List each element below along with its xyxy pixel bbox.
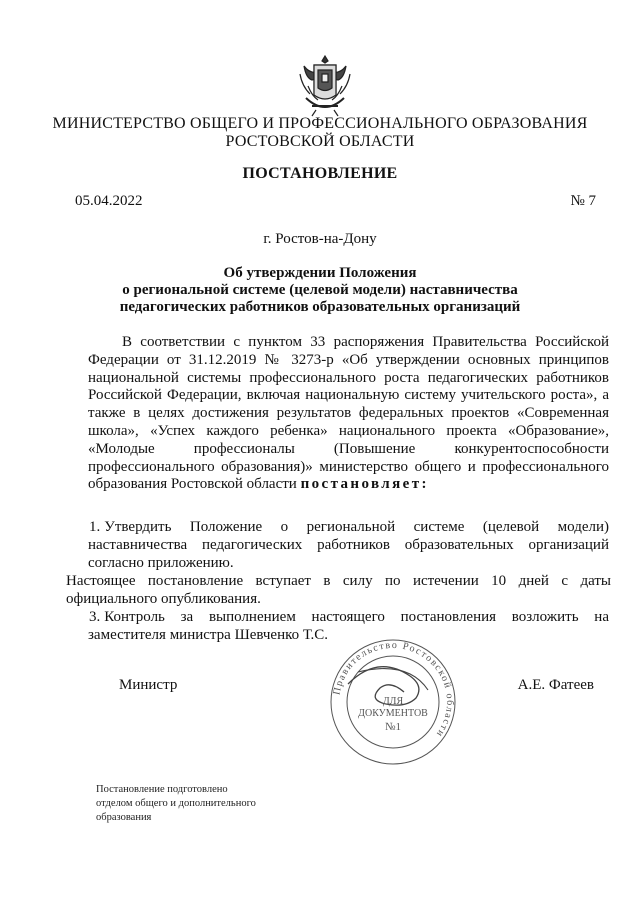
prepared-by-note: [96, 783, 256, 825]
item-text: Утвердить Положение о региональной системе (целевой модели) наставничества педагогических работников образовательных организаций согласно приложению.: [88, 519, 609, 571]
coat-of-arms-emblem: [294, 52, 356, 118]
item-number: 1.: [89, 519, 101, 535]
decree-item-1: [88, 519, 609, 572]
subject-line1: Об утверждении Положения: [223, 265, 417, 281]
subject-line2: о региональной системе (целевой модели) наставничества: [122, 282, 518, 298]
document-date: 05.04.2022: [75, 193, 143, 209]
item-text: Настоящее постановление вступает в силу по истечении 10 дней с даты официального опубликования.: [66, 573, 611, 607]
prepared-by-line2: отделом общего и дополнительного: [96, 798, 256, 809]
decree-word: постановляет:: [300, 476, 429, 493]
seal-ring-text: Правительство Ростовской области: [331, 639, 456, 740]
preamble-paragraph: [88, 334, 609, 494]
item-number: 3.: [89, 609, 101, 625]
official-seal-stamp: [318, 632, 468, 772]
signatory-name: А.Е. Фатеев: [517, 677, 594, 693]
ministry-name-line1: МИНИСТЕРСТВО ОБЩЕГО И ПРОФЕССИОНАЛЬНОГО ОБРАЗОВАНИЯ: [52, 115, 588, 132]
ministry-name-line2: РОСТОВСКОЙ ОБЛАСТИ: [225, 133, 415, 150]
seal-center-line2: ДОКУМЕНТОВ: [358, 708, 428, 719]
document-type-title: ПОСТАНОВЛЕНИЕ: [242, 165, 398, 182]
seal-center-line3: №1: [385, 721, 401, 733]
preamble-text: В соответствии с пунктом 33 распоряжения Правительства Российской Федерации от 31.12.2019 № 3273-р «Об утверждении основных принципов национальной системы профессионального роста педагогических работников Российской Федерации, включая национальную систему учительского роста», а также в целях достижения результатов федеральных проектов «Современная школа», «Успех каждого ребенка» национального проекта «Образование», «Молодые профессионалы (Повышение конкурентоспособности профессионального образования)» министерство общего и профессионального образования Ростовской области: [88, 334, 609, 493]
document-number: № 7: [570, 193, 596, 209]
signatory-position: Министр: [119, 677, 178, 693]
item-text: Контроль за выполнением настоящего постановления возложить на заместителя министра Шевченко Т.С.: [88, 609, 609, 643]
document-city: г. Ростов-на-Дону: [263, 231, 377, 247]
prepared-by-line3: образования: [96, 812, 152, 823]
subject-line3: педагогических работников образовательных организаций: [119, 299, 521, 315]
decree-item-2: [66, 573, 611, 609]
seal-center-line1: ДЛЯ: [382, 696, 404, 707]
prepared-by-line1: Постановление подготовлено: [96, 784, 228, 795]
